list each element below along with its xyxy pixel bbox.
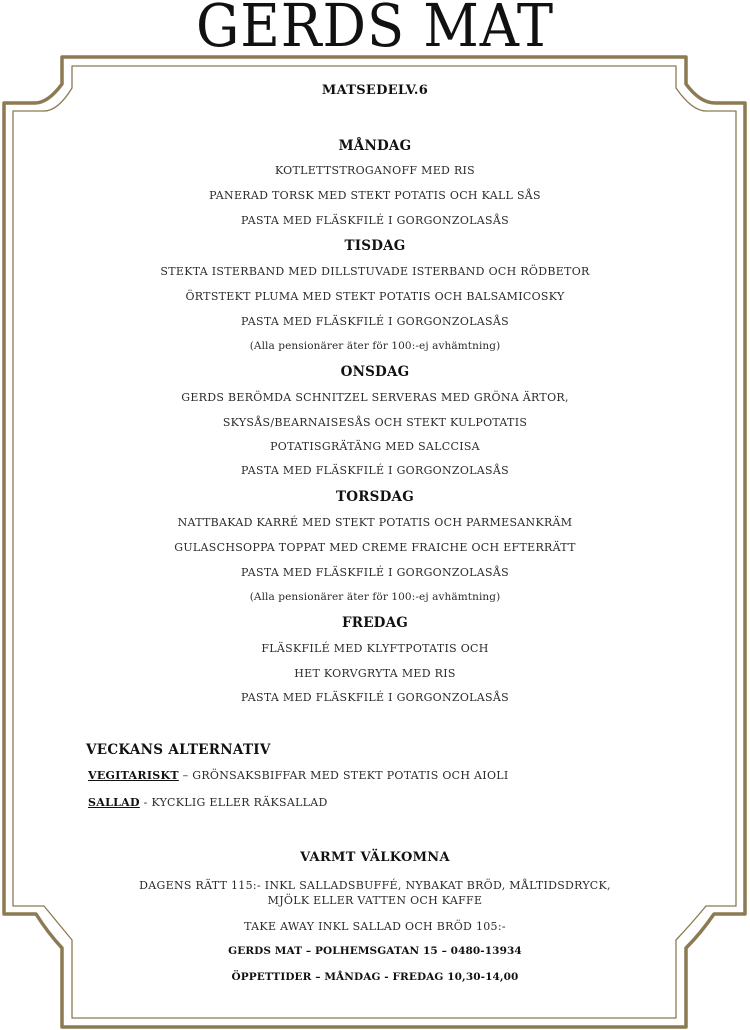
vegetarian-line <box>88 769 509 782</box>
dish-item: PASTA MED FLÄSKFILÉ I GORGONZOLASÅS <box>241 315 509 328</box>
day-heading-monday: MÅNDAG <box>338 138 412 154</box>
daily-price-line-2: MJÖLK ELLER VATTEN OCH KAFFE <box>267 894 483 907</box>
address-line: GERDS MAT – POLHEMSGATAN 15 – 0480-13934 <box>228 945 522 957</box>
dish-item: ÖRTSTEKT PLUMA MED STEKT POTATIS OCH BALSAMICOSKY <box>185 290 565 303</box>
day-heading-tuesday: TISDAG <box>344 238 406 254</box>
day-heading-thursday: TORSDAG <box>336 489 414 505</box>
daily-price-line: DAGENS RÄTT 115:- INKL SALLADSBUFFÉ, NYBAKAT BRÖD, MÅLTIDSDRYCK, <box>139 879 611 892</box>
salad-line <box>88 796 328 809</box>
vegetarian-text: – GRÖNSAKSBIFFAR MED STEKT POTATIS OCH AIOLI <box>178 769 509 782</box>
day-heading-friday: FREDAG <box>341 615 408 631</box>
opening-hours-line: ÖPPETTIDER – MÅNDAG - FREDAG 10,30-14,00 <box>231 971 519 983</box>
dish-item: PANERAD TORSK MED STEKT POTATIS OCH KALL SÅS <box>209 189 541 202</box>
dish-item: PASTA MED FLÄSKFILÉ I GORGONZOLASÅS <box>241 214 509 227</box>
alternatives-heading: VECKANS ALTERNATIV <box>86 742 271 758</box>
pensioner-note: (Alla pensionärer äter för 100:-ej avhämtning) <box>249 591 501 603</box>
dish-item: KOTLETTSTROGANOFF MED RIS <box>274 164 476 177</box>
dish-item: NATTBAKAD KARRÉ MED STEKT POTATIS OCH PARMESANKRÄM <box>177 516 573 529</box>
restaurant-title: GERDS MAT <box>195 0 555 60</box>
dish-item: PASTA MED FLÄSKFILÉ I GORGONZOLASÅS <box>241 464 509 477</box>
dish-item: PASTA MED FLÄSKFILÉ I GORGONZOLASÅS <box>241 566 509 579</box>
vegetarian-label: VEGITARISKT <box>88 769 179 782</box>
welcome-heading: VARMT VÄLKOMNA <box>300 850 450 865</box>
pensioner-note: (Alla pensionärer äter för 100:-ej avhämtning) <box>249 340 501 352</box>
day-heading-wednesday: ONSDAG <box>340 364 410 380</box>
dish-item: POTATISGRÄTÄNG MED SALCCISA <box>270 440 480 453</box>
dish-item: GULASCHSOPPA TOPPAT MED CREME FRAICHE OCH EFTERRÄTT <box>174 541 576 554</box>
salad-label: SALLAD <box>88 796 140 809</box>
dish-item: GERDS BERÖMDA SCHNITZEL SERVERAS MED GRÖNA ÄRTOR, <box>181 391 569 404</box>
dish-item: SKYSÅS/BEARNAISESÅS OCH STEKT KULPOTATIS <box>222 416 528 429</box>
dish-item: PASTA MED FLÄSKFILÉ I GORGONZOLASÅS <box>241 691 509 704</box>
dish-item: STEKTA ISTERBAND MED DILLSTUVADE ISTERBAND OCH RÖDBETOR <box>160 265 590 278</box>
dish-item: HET KORVGRYTA MED RIS <box>294 667 456 680</box>
salad-text: - KYCKLIG ELLER RÄKSALLAD <box>139 796 328 809</box>
dish-item: FLÄSKFILÉ MED KLYFTPOTATIS OCH <box>261 642 489 655</box>
takeaway-line: TAKE AWAY INKL SALLAD OCH BRÖD 105:- <box>244 920 506 933</box>
week-label: MATSEDELV.6 <box>321 83 429 98</box>
